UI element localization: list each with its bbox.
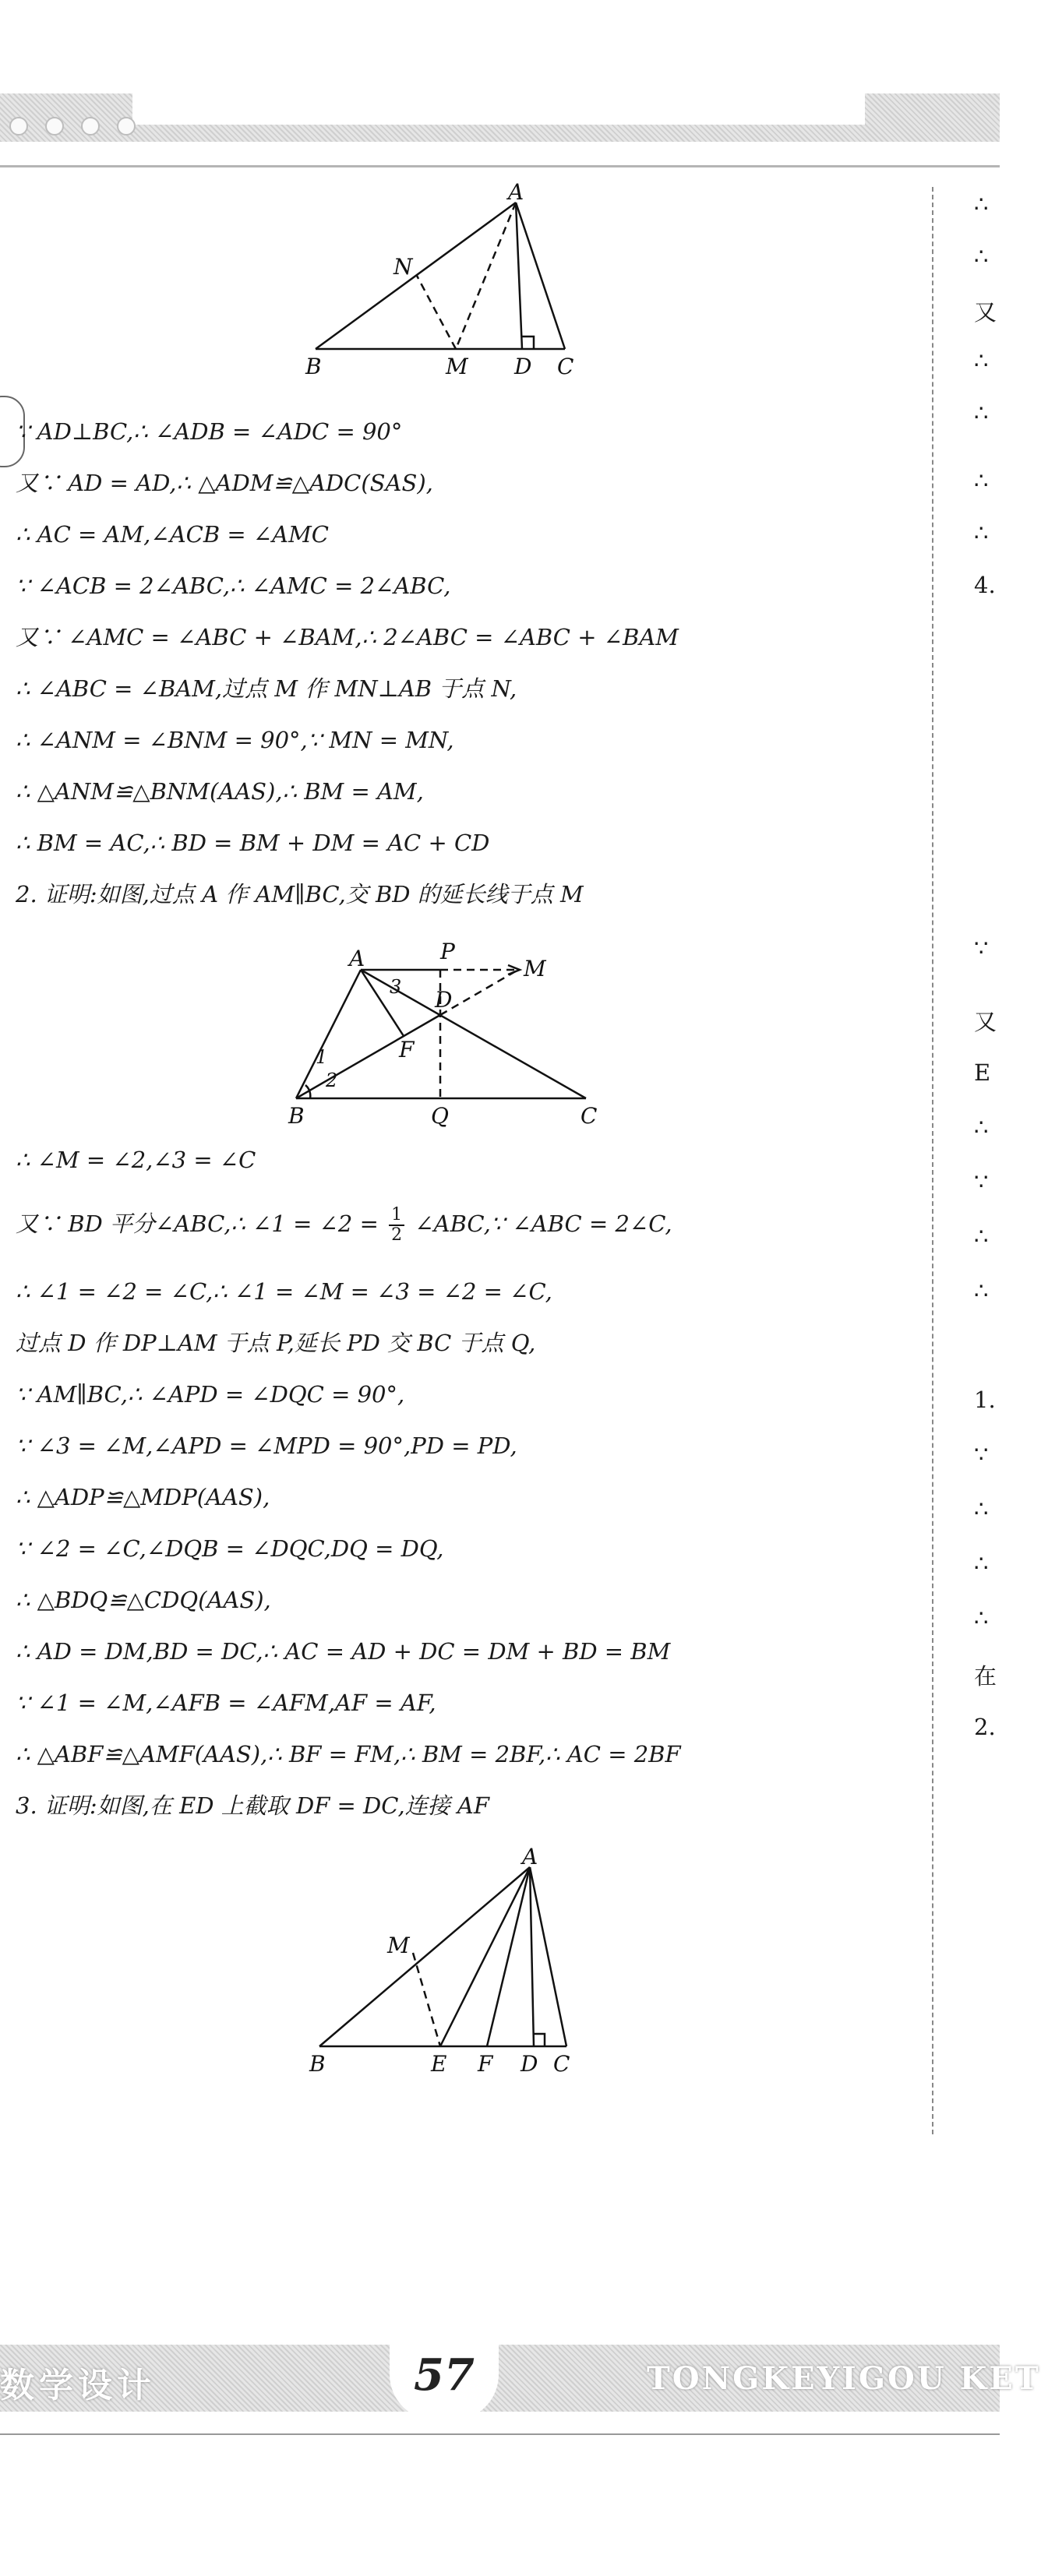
fig1-label-N: N xyxy=(393,254,413,280)
proof-line: ∵ AM∥BC,∴ ∠APD = ∠DQC = 90°, xyxy=(16,1381,405,1408)
header-rule xyxy=(0,165,1000,167)
right-column-fragment: ∴ xyxy=(974,1496,989,1522)
fig2-label-F: F xyxy=(399,1037,415,1062)
fig1-segment-AD xyxy=(516,203,522,349)
fig2-label-C: C xyxy=(580,1103,598,1129)
fig2-label-M: M xyxy=(524,956,546,981)
column-divider xyxy=(932,187,938,2134)
fig3-label-M: M xyxy=(387,1933,410,1958)
fig3-segment-AB xyxy=(319,1867,530,2046)
right-column-fragment: ∴ xyxy=(974,520,989,546)
fig1-label-D: D xyxy=(514,354,532,379)
dot-icon xyxy=(45,117,64,136)
fig3-segment-AC xyxy=(530,1867,566,2046)
proof-line-bisector xyxy=(16,1206,672,1245)
figure-1 xyxy=(296,179,592,389)
fig3-label-F: F xyxy=(478,2051,493,2077)
fig3-label-A: A xyxy=(522,1844,538,1869)
fig3-segment-AF xyxy=(487,1867,530,2046)
dot-icon xyxy=(117,117,136,136)
proof-line: ∴ △ABF≌△AMF(AAS),∴ BF = FM,∴ BM = 2BF,∴ AC = 2BF xyxy=(16,1741,681,1767)
proof-line: ∴ BM = AC,∴ BD = BM + DM = AC + CD xyxy=(16,830,490,856)
right-column-fragment: 又 xyxy=(974,299,997,326)
fraction-denominator: 2 xyxy=(391,1225,403,1246)
fraction xyxy=(389,1206,404,1245)
fig1-label-M: M xyxy=(446,354,468,379)
proof-line: ∵ AD⊥BC,∴ ∠ADB = ∠ADC = 90° xyxy=(16,418,403,445)
proof-line: ∴ ∠M = ∠2,∠3 = ∠C xyxy=(16,1147,256,1173)
right-column-fragment: 2. xyxy=(974,1714,996,1740)
fig3-label-E: E xyxy=(431,2051,447,2077)
fig3-label-B: B xyxy=(309,2051,326,2077)
fig3-segment-AD xyxy=(530,1867,534,2046)
header-dots xyxy=(9,117,136,136)
figure-2 xyxy=(281,931,608,1133)
right-column-fragment: ∴ xyxy=(974,1114,989,1140)
right-column-fragment: E xyxy=(974,1059,991,1086)
fig2-label-3: 3 xyxy=(390,976,402,998)
fig1-label-C: C xyxy=(557,354,574,379)
figure-3 xyxy=(300,1842,588,2076)
fig2-label-P: P xyxy=(440,939,455,964)
fig2-label-D: D xyxy=(435,987,453,1013)
right-column-fragment: ∴ xyxy=(974,347,989,374)
fig1-label-A: A xyxy=(508,179,524,205)
right-column-fragment: ∴ xyxy=(974,400,989,426)
fig3-label-C: C xyxy=(553,2051,570,2077)
proof-line: ∴ △ANM≌△BNM(AAS),∴ BM = AM, xyxy=(16,778,424,805)
bisector-suffix: ∠ABC,∵ ∠ABC = 2∠C, xyxy=(415,1210,672,1238)
fig3-right-angle-mark xyxy=(534,2034,545,2046)
right-column-fragment: ∵ xyxy=(974,1441,989,1468)
fig1-right-angle-mark xyxy=(522,337,534,349)
right-column-fragment: ∴ xyxy=(974,1223,989,1249)
header-white-strip xyxy=(132,93,865,125)
right-column-fragment: ∴ xyxy=(974,467,989,494)
fraction-numerator: 1 xyxy=(389,1206,404,1226)
right-column-fragment: ∴ xyxy=(974,191,989,217)
footer-right-text: TONGKEYIGOU KET xyxy=(647,2360,1041,2397)
proof-line: 又∵ AD = AD,∴ △ADM≌△ADC(SAS), xyxy=(16,470,433,496)
fig1-segment-MN xyxy=(417,276,456,349)
right-column-fragment: ∴ xyxy=(974,243,989,270)
proof-line: ∴ ∠ANM = ∠BNM = 90°,∵ MN = MN, xyxy=(16,727,454,753)
proof-line: ∴ AC = AM,∠ACB = ∠AMC xyxy=(16,521,329,548)
fig3-segment-ME xyxy=(413,1953,440,2046)
fig2-label-Q: Q xyxy=(431,1103,449,1129)
fig2-label-A: A xyxy=(349,946,365,971)
right-column-fragment: 4. xyxy=(974,572,996,598)
proof-line: ∴ △ADP≌△MDP(AAS), xyxy=(16,1484,270,1510)
problem-heading: 3. 证明:如图,在 ED 上截取 DF = DC,连接 AF xyxy=(16,1792,489,1819)
right-column-fragment: ∴ xyxy=(974,1605,989,1631)
right-column-fragment: 在 xyxy=(974,1663,997,1690)
problem-heading: 2. 证明:如图,过点 A 作 AM∥BC,交 BD 的延长线于点 M xyxy=(16,881,584,907)
proof-line: 过点 D 作 DP⊥AM 于点 P,延长 PD 交 BC 于点 Q, xyxy=(16,1330,536,1356)
right-column-fragment: ∴ xyxy=(974,1550,989,1577)
header-band xyxy=(0,93,1000,142)
dot-icon xyxy=(9,117,28,136)
page-number-badge xyxy=(390,2329,499,2421)
fig1-segment-AC xyxy=(516,203,565,349)
proof-line: ∴ ∠ABC = ∠BAM,过点 M 作 MN⊥AB 于点 N, xyxy=(16,675,517,702)
proof-line: ∴ △BDQ≌△CDQ(AAS), xyxy=(16,1587,271,1613)
proof-line: ∵ ∠3 = ∠M,∠APD = ∠MPD = 90°,PD = PD, xyxy=(16,1432,517,1459)
fig3-label-D: D xyxy=(520,2051,538,2077)
fig2-label-B: B xyxy=(288,1103,305,1129)
proof-line: 又∵ ∠AMC = ∠ABC + ∠BAM,∴ 2∠ABC = ∠ABC + ∠BAM xyxy=(16,624,679,650)
fig1-segment-AB xyxy=(316,203,516,349)
bisector-prefix: 又∵ BD 平分∠ABC,∴ ∠1 = ∠2 = xyxy=(16,1210,379,1238)
proof-line: ∵ ∠2 = ∠C,∠DQB = ∠DQC,DQ = DQ, xyxy=(16,1535,444,1562)
proof-line: ∴ ∠1 = ∠2 = ∠C,∴ ∠1 = ∠M = ∠3 = ∠2 = ∠C, xyxy=(16,1278,552,1305)
dot-icon xyxy=(81,117,100,136)
fig1-label-B: B xyxy=(305,354,322,379)
footer-rule xyxy=(0,2433,1000,2435)
right-column-fragment: ∵ xyxy=(974,1168,989,1195)
right-column-fragment: ∵ xyxy=(974,935,989,961)
proof-line: ∵ ∠ACB = 2∠ABC,∴ ∠AMC = 2∠ABC, xyxy=(16,573,451,599)
fig2-label-2: 2 xyxy=(326,1070,338,1091)
fig2-label-1: 1 xyxy=(316,1046,328,1068)
fig3-segment-AE xyxy=(440,1867,530,2046)
proof-line: ∴ AD = DM,BD = DC,∴ AC = AD + DC = DM + BD = BM xyxy=(16,1638,671,1665)
right-column-fragment: ∴ xyxy=(974,1277,989,1304)
right-column-fragment: 又 xyxy=(974,1009,997,1035)
right-column-fragment: 1. xyxy=(974,1387,996,1413)
page-number: 57 xyxy=(414,2349,475,2401)
proof-line: ∵ ∠1 = ∠M,∠AFB = ∠AFM,AF = AF, xyxy=(16,1690,436,1716)
footer-left-text: 数学设计 xyxy=(0,2366,156,2405)
